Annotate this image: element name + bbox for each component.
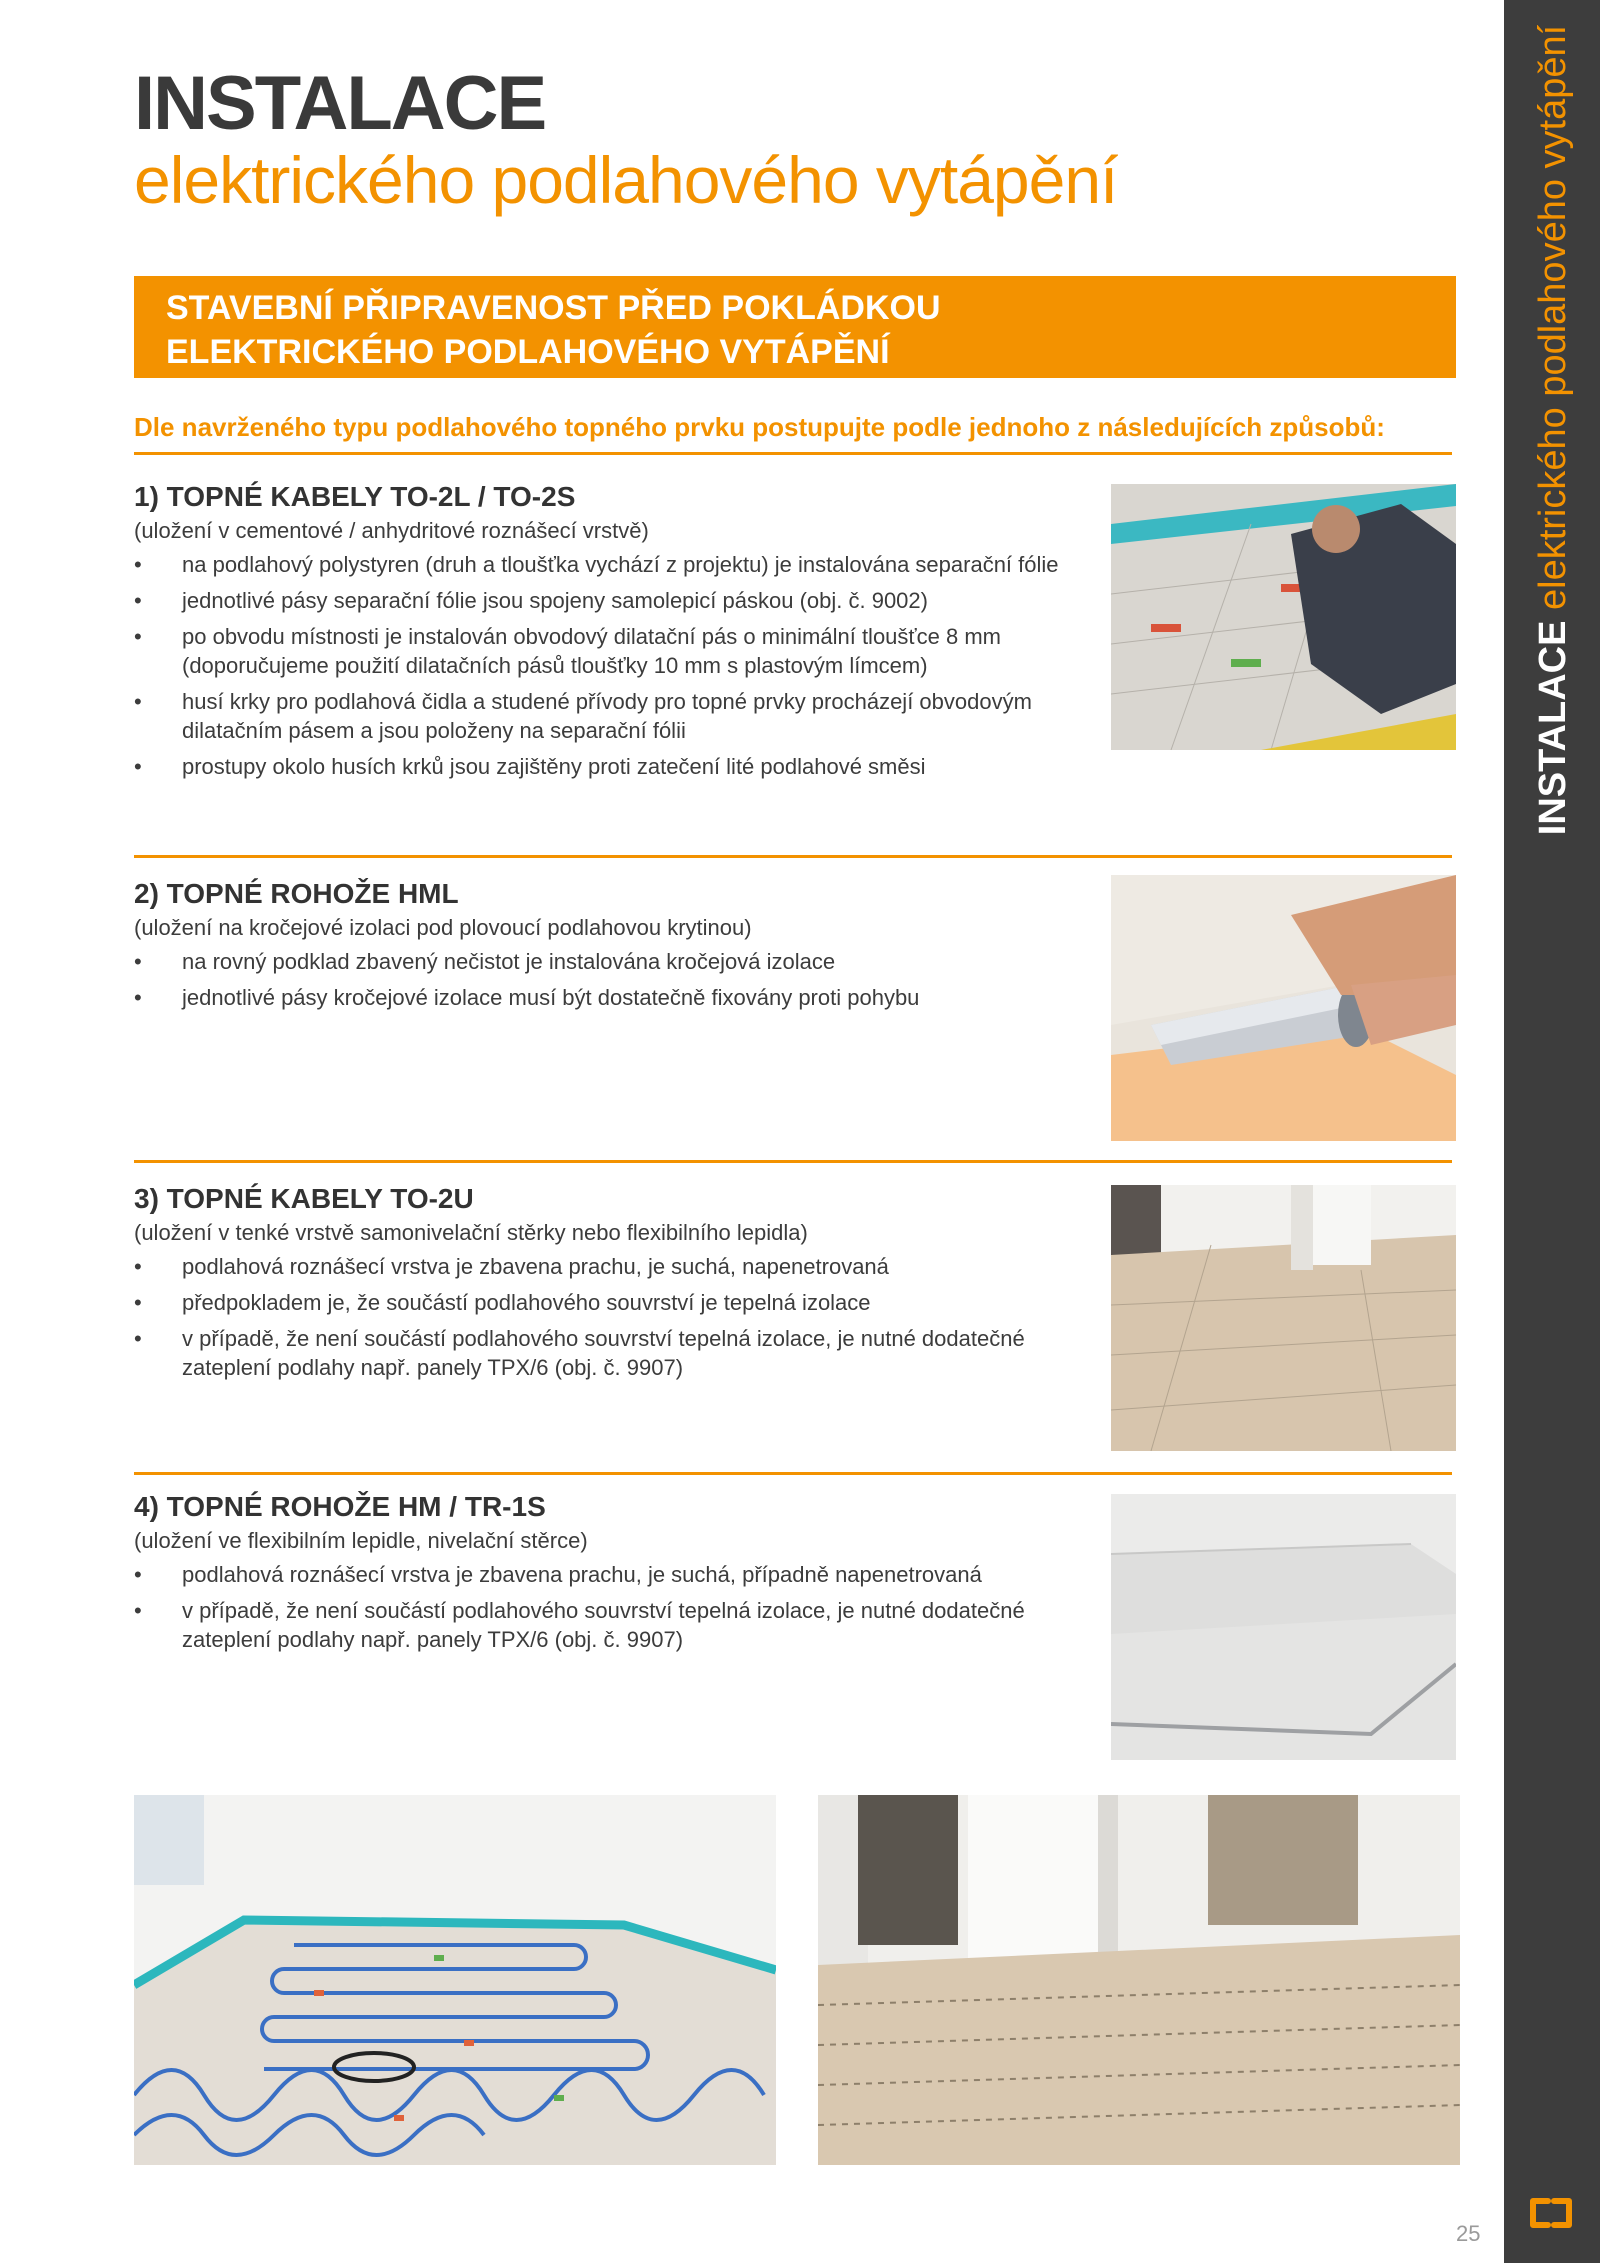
sidebar-title-bold: INSTALACE	[1532, 620, 1574, 836]
sidebar-title-light: elektrického podlahového vytápění	[1532, 24, 1574, 610]
list-item: • husí krky pro podlahová čidla a studené přívody pro topné prvky procházejí obvodovým dilatačním pásem a jsou položeny na separační fólii	[134, 687, 1084, 745]
bullet-list	[134, 1252, 1084, 1382]
banner-line-2: ELEKTRICKÉHO PODLAHOVÉHO VYTÁPĚNÍ	[166, 333, 890, 371]
bullet-list	[134, 947, 1084, 1012]
section-title: 2) TOPNÉ ROHOŽE HML	[134, 878, 459, 909]
list-item: • v případě, že není součástí podlahového souvrství tepelná izolace, je nutné dodatečné zateplení podlahy např. panely TPX/6 (obj. č. 9907)	[134, 1324, 1084, 1382]
section-banner	[134, 276, 1456, 378]
list-item: • podlahová roznášecí vrstva je zbavena prachu, je suchá, napenetrovaná	[134, 1252, 1084, 1281]
photo-rolling-insulation	[1111, 875, 1456, 1141]
list-item: • prostupy okolo husích krků jsou zajištěny proti zatečení lité podlahové směsi	[134, 752, 1084, 781]
divider	[134, 1160, 1452, 1163]
section-to-2u	[134, 1180, 1084, 1389]
section-subtitle: (uložení ve flexibilním lepidle, nivelační stěrce)	[134, 1528, 588, 1553]
list-item: • jednotlivé pásy kročejové izolace musí být dostatečně fixovány proti pohybu	[134, 983, 1084, 1012]
section-title: 1) TOPNÉ KABELY TO-2L / TO-2S	[134, 481, 576, 512]
list-item: • na rovný podklad zbavený nečistot je instalována kročejová izolace	[134, 947, 1084, 976]
section-to-2l-2s	[134, 478, 1084, 788]
page-title: INSTALACE	[134, 61, 546, 146]
bullet-list	[134, 550, 1084, 781]
list-item: • v případě, že není součástí podlahového souvrství tepelná izolace, je nutné dodatečné zateplení podlahy např. panely TPX/6 (obj. č. 9907)	[134, 1596, 1084, 1654]
sidebar-title	[1531, 25, 1575, 835]
banner-line-1: STAVEBNÍ PŘIPRAVENOST PŘED POKLÁDKOU	[166, 289, 941, 327]
photo-room-with-cables	[818, 1795, 1460, 2165]
divider	[134, 452, 1452, 455]
section-hml	[134, 875, 1084, 1019]
section-subtitle: (uložení v tenké vrstvě samonivelační stěrky nebo flexibilního lepidla)	[134, 1220, 808, 1245]
section-title: 3) TOPNÉ KABELY TO-2U	[134, 1183, 474, 1214]
photo-insulation-panels	[1111, 1494, 1456, 1760]
list-item: • na podlahový polystyren (druh a tloušťka vychází z projektu) je instalována separační fólie	[134, 550, 1084, 579]
photo-leveled-floor	[1111, 1185, 1456, 1451]
section-subtitle: (uložení na kročejové izolaci pod plovoucí podlahovou krytinou)	[134, 915, 752, 940]
list-item: • podlahová roznášecí vrstva je zbavena prachu, je suchá, případně napenetrovaná	[134, 1560, 1084, 1589]
section-subtitle: (uložení v cementové / anhydritové roznášecí vrstvě)	[134, 518, 649, 543]
brand-logo-icon	[1528, 2196, 1574, 2230]
page-number: 25	[1456, 2221, 1481, 2246]
intro-text: Dle navrženého typu podlahového topného prvku postupujte podle jednoho z následujících způsobů:	[134, 412, 1385, 442]
section-title: 4) TOPNÉ ROHOŽE HM / TR-1S	[134, 1491, 546, 1522]
divider	[134, 855, 1452, 858]
divider	[134, 1472, 1452, 1475]
list-item: • jednotlivé pásy separační fólie jsou spojeny samolepicí páskou (obj. č. 9002)	[134, 586, 1084, 615]
list-item: • předpokladem je, že součástí podlahového souvrství je tepelná izolace	[134, 1288, 1084, 1317]
photo-worker-separation-foil	[1111, 484, 1456, 750]
page-subtitle: elektrického podlahového vytápění	[134, 143, 1118, 217]
list-item: • po obvodu místnosti je instalován obvodový dilatační pás o minimální tloušťce 8 mm (doporučujeme použití dilatačních pásů tloušťky 10 mm s plastovým límcem)	[134, 622, 1084, 680]
section-hm-tr-1s	[134, 1488, 1084, 1661]
bullet-list	[134, 1560, 1084, 1654]
photo-heating-cable-layout	[134, 1795, 776, 2165]
